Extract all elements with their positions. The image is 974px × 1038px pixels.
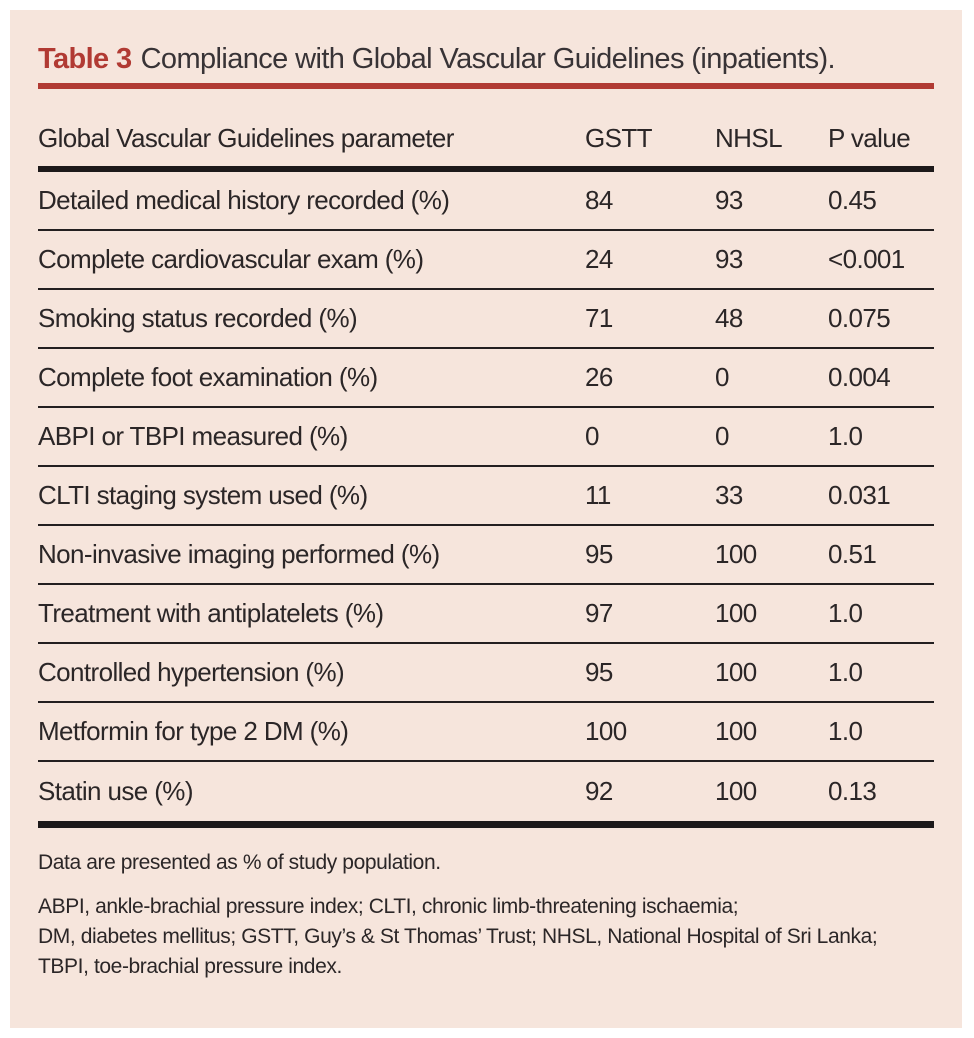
- row-parameter: Complete cardiovascular exam (%): [38, 244, 424, 274]
- row-gstt-value: 24: [585, 244, 613, 274]
- row-gstt-value: 92: [585, 776, 613, 806]
- row-p-value: 0.004: [828, 362, 891, 392]
- row-nhsl-value: 100: [715, 716, 757, 746]
- row-p-value: 1.0: [828, 716, 863, 746]
- row-p-value: 1.0: [828, 421, 863, 451]
- table-row: [38, 231, 934, 290]
- footnote-data-note: Data are presented as % of study population.: [38, 851, 441, 874]
- row-p-value: 0.13: [828, 776, 877, 806]
- row-parameter: ABPI or TBPI measured (%): [38, 421, 348, 451]
- table-row: [38, 762, 934, 821]
- row-nhsl-value: 0: [715, 421, 729, 451]
- row-nhsl-value: 0: [715, 362, 729, 392]
- row-parameter: Detailed medical history recorded (%): [38, 185, 450, 215]
- table-row: [38, 644, 934, 703]
- row-p-value: <0.001: [828, 244, 905, 274]
- row-p-value: 0.51: [828, 539, 877, 569]
- row-gstt-value: 11: [585, 480, 611, 510]
- row-nhsl-value: 48: [715, 303, 743, 333]
- table-panel: [10, 10, 962, 1028]
- row-parameter: Non-invasive imaging performed (%): [38, 539, 440, 569]
- table-row: [38, 467, 934, 526]
- table-row: [38, 526, 934, 585]
- footnote-abbrev-line: DM, diabetes mellitus; GSTT, Guy’s & St Thomas’ Trust; NHSL, National Hospital of Sri Lanka;: [38, 925, 878, 948]
- row-parameter: Metformin for type 2 DM (%): [38, 716, 349, 746]
- row-gstt-value: 0: [585, 421, 599, 451]
- footnote-abbrev-line: TBPI, toe-brachial pressure index.: [38, 955, 342, 978]
- row-gstt-value: 84: [585, 185, 613, 215]
- table-row: [38, 290, 934, 349]
- column-header-pvalue: P value: [828, 123, 911, 153]
- table-row: [38, 585, 934, 644]
- row-p-value: 0.075: [828, 303, 891, 333]
- row-p-value: 1.0: [828, 598, 863, 628]
- table-row: [38, 349, 934, 408]
- row-nhsl-value: 100: [715, 657, 757, 687]
- row-parameter: Smoking status recorded (%): [38, 303, 358, 333]
- row-gstt-value: 100: [585, 716, 627, 746]
- row-gstt-value: 95: [585, 657, 613, 687]
- row-parameter: Complete foot examination (%): [38, 362, 378, 392]
- row-parameter: CLTI staging system used (%): [38, 480, 368, 510]
- table-header-row: [38, 89, 934, 166]
- row-nhsl-value: 93: [715, 185, 743, 215]
- table-title: [38, 42, 934, 76]
- row-p-value: 0.031: [828, 480, 891, 510]
- row-parameter: Controlled hypertension (%): [38, 657, 345, 687]
- table-bottom-rule: [38, 821, 934, 828]
- table-title-text: Compliance with Global Vascular Guidelines (inpatients).: [140, 43, 836, 75]
- row-gstt-value: 95: [585, 539, 613, 569]
- footnote-abbrev-line: ABPI, ankle-brachial pressure index; CLTI, chronic limb-threatening ischaemia;: [38, 895, 739, 918]
- table-row: [38, 408, 934, 467]
- column-header-nhsl: NHSL: [715, 123, 782, 153]
- table-number-label: Table 3: [38, 43, 132, 75]
- row-nhsl-value: 100: [715, 598, 757, 628]
- row-nhsl-value: 93: [715, 244, 743, 274]
- row-gstt-value: 26: [585, 362, 613, 392]
- row-parameter: Statin use (%): [38, 776, 193, 806]
- column-header-parameter: Global Vascular Guidelines parameter: [38, 123, 454, 153]
- column-header-gstt: GSTT: [585, 123, 652, 153]
- compliance-table: [38, 89, 934, 828]
- row-nhsl-value: 100: [715, 539, 757, 569]
- row-p-value: 1.0: [828, 657, 863, 687]
- table-row: [38, 703, 934, 762]
- row-p-value: 0.45: [828, 185, 877, 215]
- row-nhsl-value: 33: [715, 480, 743, 510]
- panel-content: [38, 42, 934, 982]
- row-parameter: Treatment with antiplatelets (%): [38, 598, 384, 628]
- row-gstt-value: 97: [585, 598, 613, 628]
- row-nhsl-value: 100: [715, 776, 757, 806]
- footnote-abbreviations: [38, 892, 934, 982]
- table-row: [38, 172, 934, 231]
- row-gstt-value: 71: [585, 303, 613, 333]
